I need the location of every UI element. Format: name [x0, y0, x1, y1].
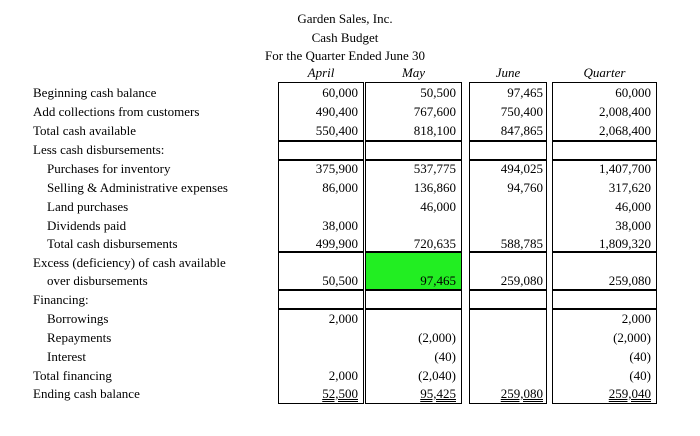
- cell-box: [278, 290, 364, 309]
- total-cash-available-june: 847,865: [500, 123, 543, 138]
- total-financing-quarter: (40): [629, 368, 651, 383]
- selling-admin-may: 136,860: [413, 180, 456, 195]
- beginning-cash-quarter: 60,000: [615, 85, 651, 100]
- header-may: May: [401, 65, 426, 80]
- label-land-purchases: Land purchases: [47, 199, 129, 214]
- purchases-june: 494,025: [500, 161, 543, 176]
- cell-box: [552, 141, 657, 160]
- label-financing: Financing:: [33, 292, 89, 307]
- total-disbursements-june: 588,785: [500, 236, 543, 251]
- ending-cash-april: 52,500: [322, 386, 358, 401]
- collections-april: 490,400: [315, 104, 358, 119]
- cell-box: [469, 290, 547, 309]
- purchases-may: 537,775: [413, 161, 456, 176]
- report-period: For the Quarter Ended June 30: [265, 48, 425, 63]
- collections-quarter: 2,008,400: [599, 104, 651, 119]
- header-june: June: [495, 65, 521, 80]
- label-borrowings: Borrowings: [47, 311, 109, 326]
- total-cash-available-may: 818,100: [413, 123, 456, 138]
- excess-june: 259,080: [500, 273, 543, 288]
- label-less-disbursements: Less cash disbursements:: [33, 142, 165, 157]
- label-excess-line2: over disbursements: [47, 273, 148, 288]
- total-cash-available-quarter: 2,068,400: [599, 123, 651, 138]
- label-interest: Interest: [47, 349, 86, 364]
- cell-box: [278, 141, 364, 160]
- cell-box: [365, 290, 462, 309]
- ending-cash-may: 95,425: [420, 386, 456, 401]
- excess-may: 97,465: [420, 273, 456, 288]
- dividends-quarter: 38,000: [615, 218, 651, 233]
- total-financing-april: 2,000: [328, 368, 358, 383]
- land-purchases-may: 46,000: [420, 199, 456, 214]
- label-add-collections: Add collections from customers: [33, 104, 200, 119]
- beginning-cash-may: 50,500: [420, 85, 456, 100]
- label-purchases-inventory: Purchases for inventory: [47, 161, 171, 176]
- repayments-may: (2,000): [418, 330, 456, 345]
- label-beginning-cash: Beginning cash balance: [33, 85, 157, 100]
- label-total-cash-available: Total cash available: [33, 123, 137, 138]
- excess-april: 50,500: [322, 273, 358, 288]
- total-cash-available-april: 550,400: [315, 123, 358, 138]
- purchases-quarter: 1,407,700: [599, 161, 651, 176]
- header-quarter: Quarter: [583, 65, 626, 80]
- borrowings-april: 2,000: [328, 311, 358, 326]
- dividends-april: 38,000: [322, 218, 358, 233]
- purchases-april: 375,900: [315, 161, 358, 176]
- interest-may: (40): [434, 349, 456, 364]
- excess-quarter: 259,080: [608, 273, 651, 288]
- cell-box: [365, 141, 462, 160]
- label-excess-line1: Excess (deficiency) of cash available: [33, 255, 226, 270]
- beginning-cash-june: 97,465: [507, 85, 543, 100]
- total-disbursements-may: 720,635: [413, 236, 456, 251]
- label-repayments: Repayments: [47, 330, 112, 345]
- cell-box: [469, 141, 547, 160]
- label-dividends-paid: Dividends paid: [47, 218, 127, 233]
- total-financing-may: (2,040): [418, 368, 456, 383]
- total-disbursements-april: 499,900: [315, 236, 358, 251]
- header-april: April: [307, 65, 335, 80]
- label-total-financing: Total financing: [33, 368, 112, 383]
- label-ending-cash: Ending cash balance: [33, 386, 140, 401]
- ending-cash-june: 259,080: [500, 386, 543, 401]
- selling-admin-quarter: 317,620: [608, 180, 651, 195]
- collections-may: 767,600: [413, 104, 456, 119]
- beginning-cash-april: 60,000: [322, 85, 358, 100]
- report-title: Cash Budget: [311, 30, 379, 45]
- repayments-quarter: (2,000): [613, 330, 651, 345]
- label-total-disbursements: Total cash disbursements: [47, 236, 178, 251]
- collections-june: 750,400: [500, 104, 543, 119]
- land-purchases-quarter: 46,000: [615, 199, 651, 214]
- total-disbursements-quarter: 1,809,320: [599, 236, 651, 251]
- interest-quarter: (40): [629, 349, 651, 364]
- label-selling-admin: Selling & Administrative expenses: [47, 180, 228, 195]
- borrowings-quarter: 2,000: [621, 311, 651, 326]
- company-name: Garden Sales, Inc.: [297, 11, 393, 26]
- selling-admin-june: 94,760: [507, 180, 543, 195]
- ending-cash-quarter: 259,040: [608, 386, 651, 401]
- selling-admin-april: 86,000: [322, 180, 358, 195]
- cell-box: [552, 290, 657, 309]
